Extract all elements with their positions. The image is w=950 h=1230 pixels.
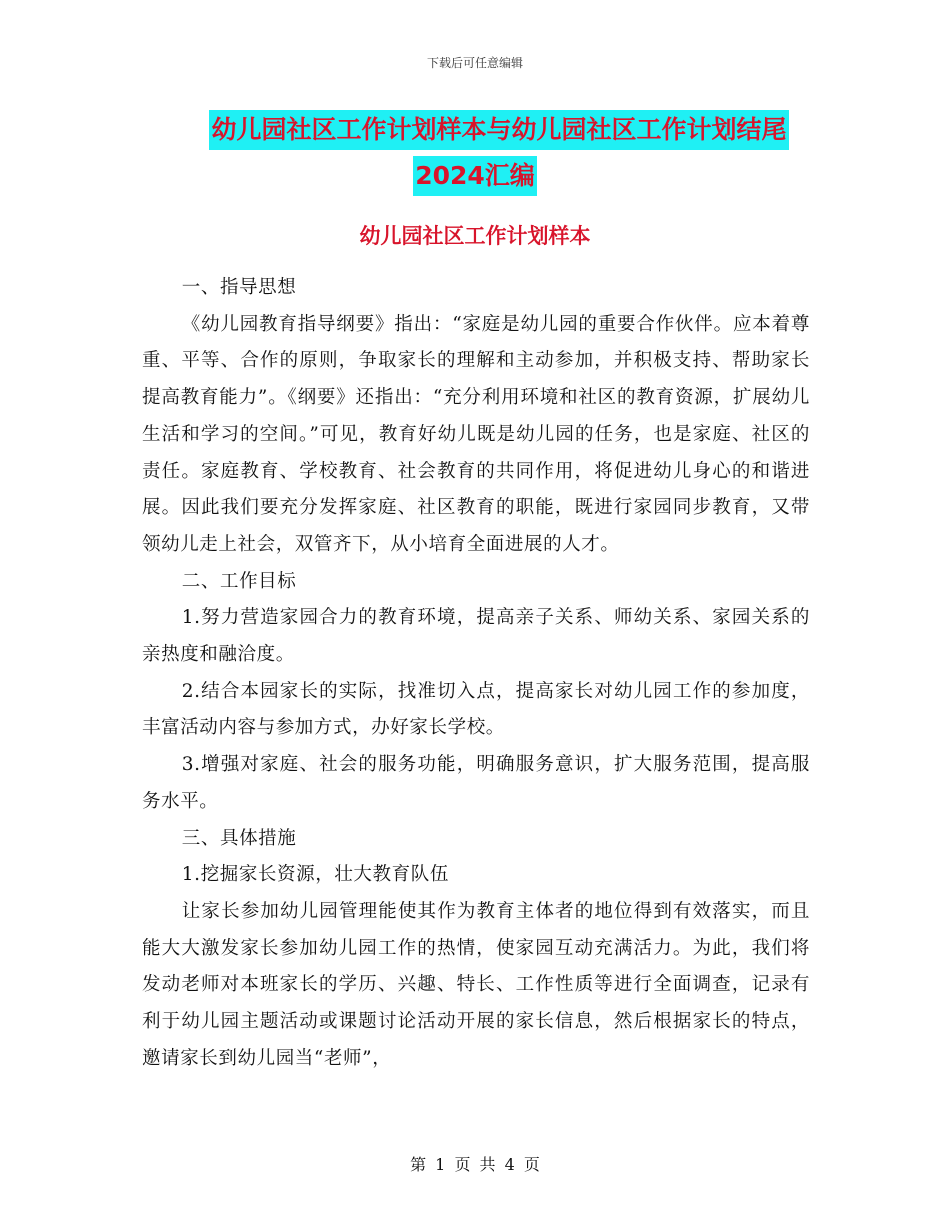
title-line-1: 幼儿园社区工作计划样本与幼儿园社区工作计划结尾 (209, 110, 788, 150)
document-title (0, 110, 950, 196)
document-body (142, 270, 810, 1077)
goal-item-1: 1.努力营造家园合力的教育环境，提高亲子关系、师幼关系、家园关系的亲热度和融洽度。 (142, 607, 810, 666)
heading-work-goals: 二、工作目标 (181, 570, 297, 592)
title-line-2: 2024汇编 (413, 156, 537, 196)
measure-item-1-heading: 1.挖掘家长资源，壮大教育队伍 (181, 864, 449, 886)
paragraph-guiding-ideology: 《幼儿园教育指导纲要》指出：“家庭是幼儿园的重要合作伙伴。应本着尊重、平等、合作的原则，争取家长的理解和主动参加，并积极支持、帮助家长提高教育能力”。《纲要》还指出：“充分利用环境和社区的教育资源，扩展幼儿生活和学习的空间。”可见，教育好幼儿既是幼儿园的任务，也是家庭、社区的责任。家庭教育、学校教育、社会教育的共同作用，将促进幼儿身心的和谐进展。因此我们要充分发挥家庭、社区教育的职能，既进行家园同步教育，又带领幼儿走上社会，双管齐下，从小培育全面进展的人才。 (142, 313, 810, 555)
paragraph-measure-1: 让家长参加幼儿园管理能使其作为教育主体者的地位得到有效落实，而且能大大激发家长参加幼儿园工作的热情，使家园互动充满活力。为此，我们将发动老师对本班家长的学历、兴趣、特长、工作性质等进行全面调查，记录有利于幼儿园主题活动或课题讨论活动开展的家长信息，然后根据家长的特点，邀请家长到幼儿园当“老师”， (142, 900, 810, 1069)
heading-specific-measures: 三、具体措施 (181, 827, 297, 849)
page-footer-number: 第 1 页 共 4 页 (410, 1155, 540, 1174)
section-subtitle: 幼儿园社区工作计划样本 (359, 224, 591, 248)
goal-item-3: 3.增强对家庭、社会的服务功能，明确服务意识，扩大服务范围，提高服务水平。 (142, 754, 810, 812)
page-header-note: 下载后可任意编辑 (426, 56, 523, 70)
goal-item-2: 2.结合本园家长的实际，找准切入点，提高家长对幼儿园工作的参加度，丰富活动内容与参加方式，办好家长学校。 (142, 680, 810, 739)
heading-guiding-ideology: 一、指导思想 (181, 277, 297, 298)
